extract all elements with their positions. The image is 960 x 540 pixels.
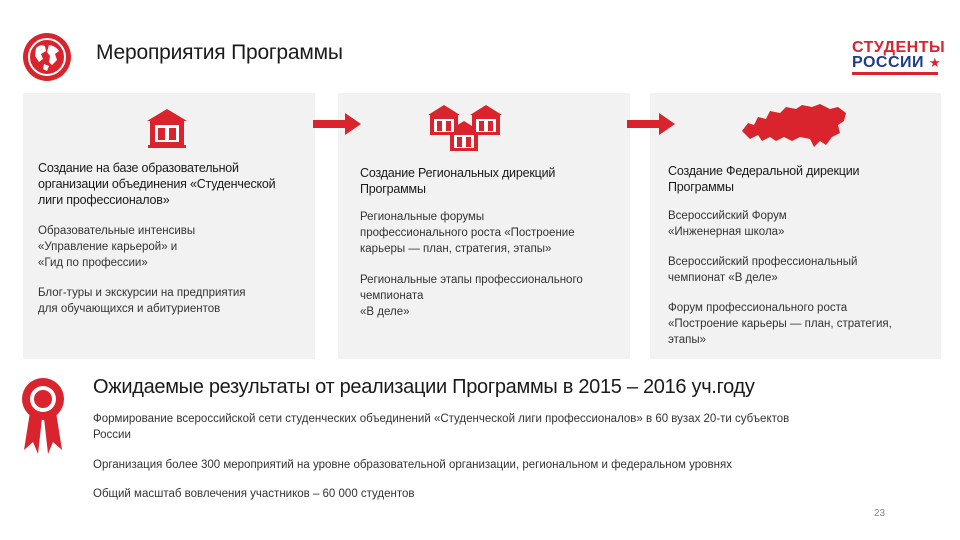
panel-heading-line: лиги профессионалов» xyxy=(38,193,170,207)
panel-item-line: чемпионата xyxy=(360,290,424,302)
logo-stripe xyxy=(852,72,938,75)
building-icon xyxy=(145,107,189,149)
panel-heading-line: Программы xyxy=(668,180,734,194)
globe-icon xyxy=(22,32,72,82)
panel-heading-line: Создание Федеральной дирекции xyxy=(668,164,860,178)
panel-heading-line: организации объединения «Студенческой xyxy=(38,177,276,191)
page-title: Мероприятия Программы xyxy=(96,41,343,64)
panel-item-line: Региональные форумы xyxy=(360,211,485,223)
award-ribbon-icon xyxy=(20,376,66,456)
logo-line-2: РОССИИ ★ xyxy=(852,54,942,71)
panel-heading-line: Создание Региональных дирекций xyxy=(360,166,556,180)
panel-item-line: карьеры — план, стратегия, этапы» xyxy=(360,243,552,255)
panel-heading-line: Программы xyxy=(360,182,426,196)
russia-map-icon xyxy=(740,101,850,153)
result-line: России xyxy=(93,429,131,441)
result-item xyxy=(93,486,913,502)
panel-item-line: «Построение карьеры — план, стратегия, xyxy=(668,318,892,330)
result-item xyxy=(93,457,913,473)
result-line: Организация более 300 мероприятий на уровне образовательной организации, региональном и федеральном уровнях xyxy=(93,459,732,471)
panel-heading-line: Создание на базе образовательной xyxy=(38,161,239,175)
page-number: 23 xyxy=(874,508,886,519)
studenty-rossii-logo xyxy=(852,40,944,74)
panel-item-line: Форум профессионального роста xyxy=(668,302,848,314)
panel-item-line: Блог-туры и экскурсии на предприятия xyxy=(38,287,246,299)
panel-item-line: «Инженерная школа» xyxy=(668,226,785,238)
results-title: Ожидаемые результаты от реализации Программы в 2015 – 2016 уч.году xyxy=(93,376,755,398)
panel-item-line: этапы» xyxy=(668,334,707,346)
buildings-icon xyxy=(426,103,504,155)
panel-item-line: Образовательные интенсивы xyxy=(38,225,196,237)
panel-item-line: для обучающихся и абитуриентов xyxy=(38,303,221,315)
panel-item-line: «Управление карьерой» и xyxy=(38,241,178,253)
panel-regional xyxy=(338,93,630,359)
panel-item-line: профессионального роста «Построение xyxy=(360,227,575,239)
arrow-right-icon xyxy=(313,113,361,135)
panel-item-line: Всероссийский Форум xyxy=(668,210,787,222)
result-line: Общий масштаб вовлечения участников – 60 000 студентов xyxy=(93,488,415,500)
result-item xyxy=(93,411,913,443)
panel-item-line: чемпионат «В деле» xyxy=(668,272,778,284)
panel-item-line: «В деле» xyxy=(360,306,410,318)
panel-federal xyxy=(650,93,941,359)
result-line: Формирование всероссийской сети студенческих объединений «Студенческой лиги профессионалов» в 60 вузах 20-ти субъектов xyxy=(93,413,790,425)
panel-item-line: Всероссийский профессиональный xyxy=(668,256,858,268)
panel-organization xyxy=(23,93,315,359)
logo-line-1: СТУДЕНТЫ xyxy=(852,39,946,56)
panel-item-line: Региональные этапы профессионального xyxy=(360,274,583,286)
panel-item-line: «Гид по профессии» xyxy=(38,257,148,269)
arrow-right-icon xyxy=(627,113,675,135)
